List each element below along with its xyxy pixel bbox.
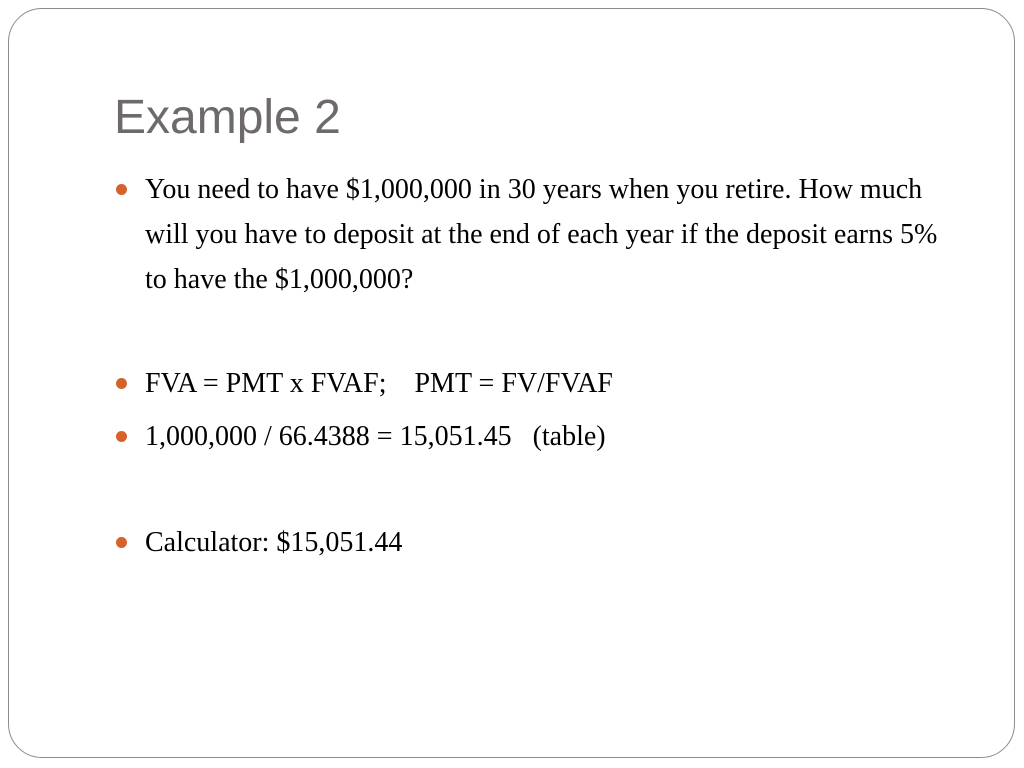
bullet-text: FVA = PMT x FVAF; PMT = FV/FVAF [145, 368, 613, 399]
bullet-text: Calculator: $15,051.44 [145, 527, 403, 558]
bullet-item-problem [145, 167, 965, 302]
bullet-item-formula [145, 361, 965, 406]
bullet-dot-icon [116, 184, 127, 195]
bullet-dot-icon [116, 537, 127, 548]
bullet-item-table-calculation [145, 414, 965, 459]
bullet-dot-icon [116, 378, 127, 389]
bullet-item-calculator-result [145, 520, 965, 565]
bullet-text: 1,000,000 / 66.4388 = 15,051.45 (table) [145, 421, 606, 452]
slide-title: Example 2 [114, 91, 341, 144]
bullet-text: You need to have $1,000,000 in 30 years when you retire. How much will you have to deposit at the end of each year if the deposit earns 5% to have the $1,000,000? [145, 174, 945, 295]
bullet-dot-icon [116, 431, 127, 442]
